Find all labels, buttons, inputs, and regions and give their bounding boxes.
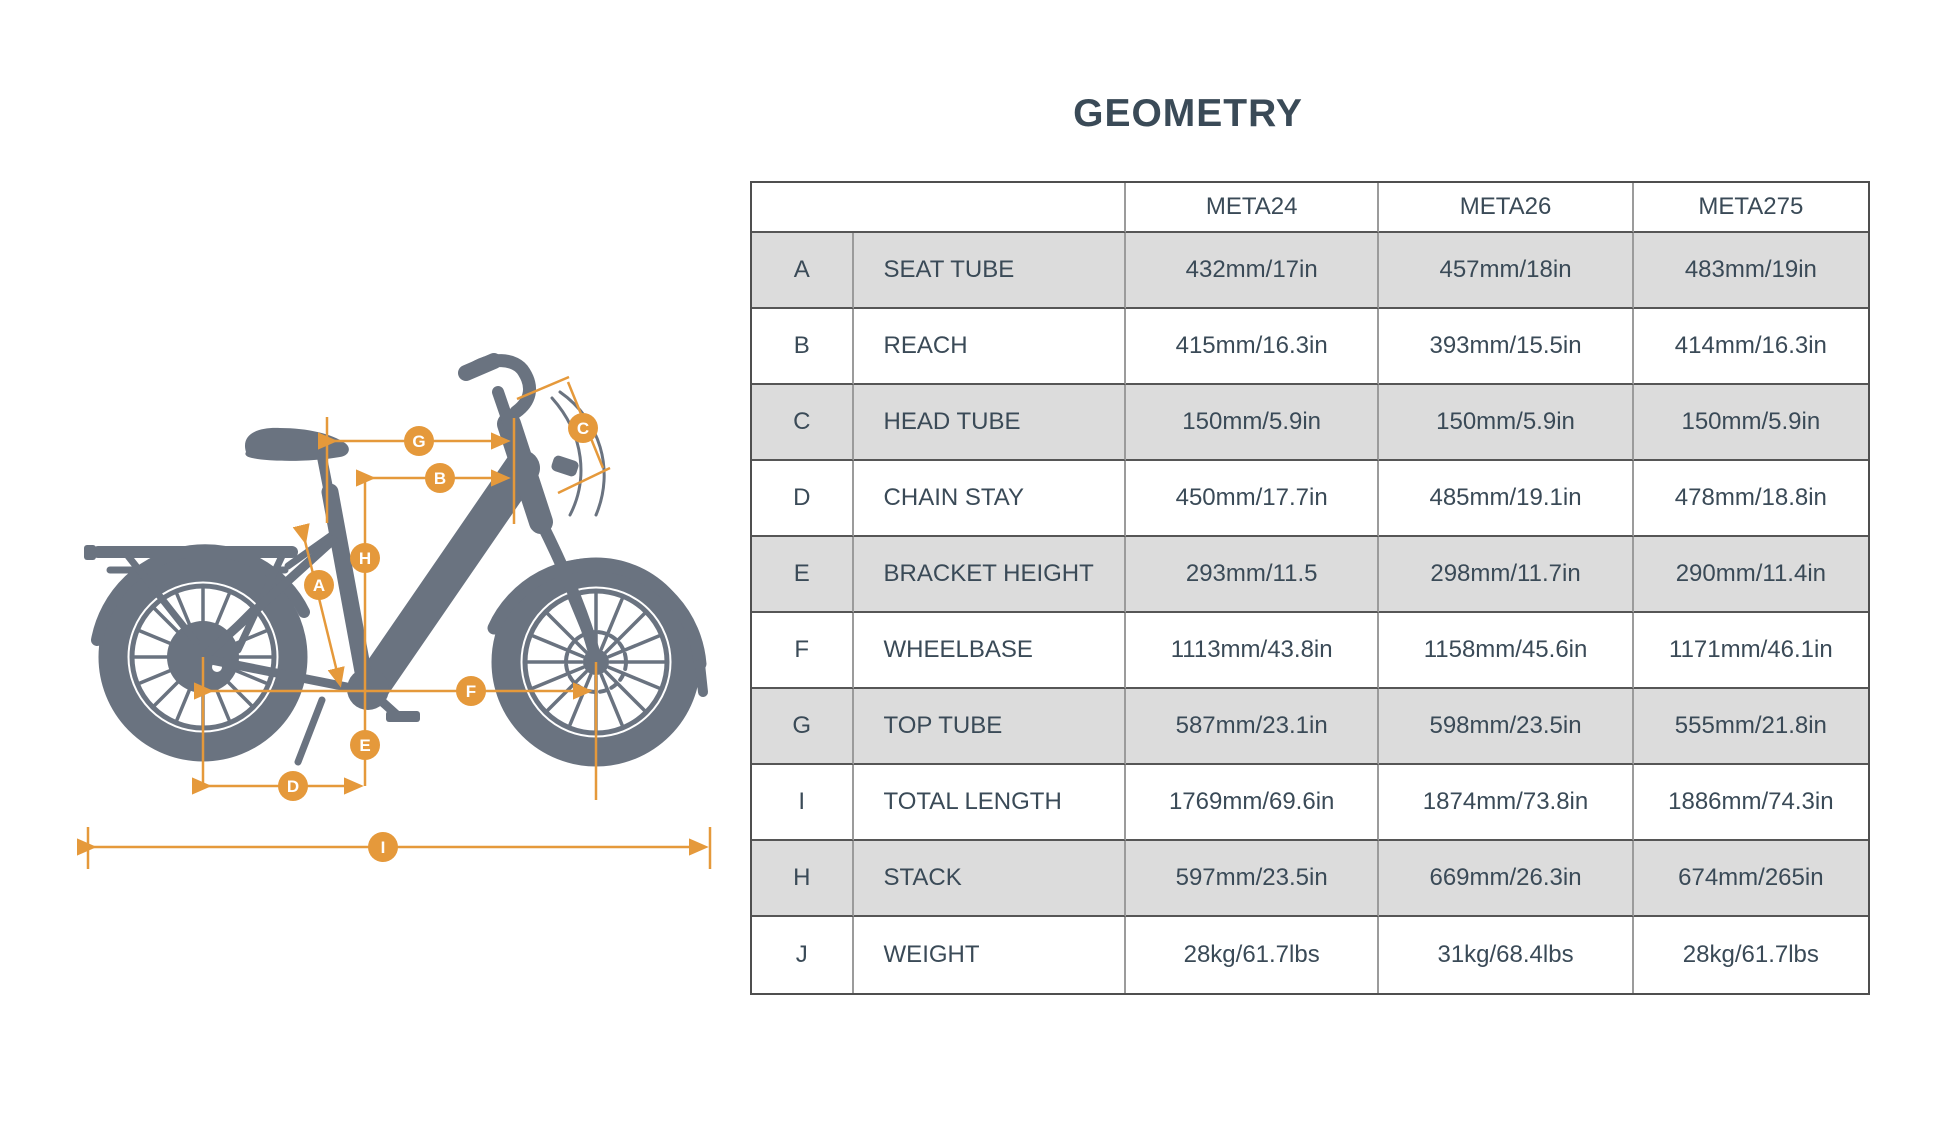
label-D [278, 771, 308, 801]
table-row-reach [752, 309, 1868, 385]
row-label: WEIGHT [854, 917, 1126, 993]
row-label: SEAT TUBE [854, 233, 1126, 309]
header-meta275: META275 [1634, 183, 1868, 233]
row-label: TOTAL LENGTH [854, 765, 1126, 841]
value-meta26: 598mm/23.5in [1379, 689, 1633, 765]
seat-tube [330, 492, 366, 688]
value-meta24: 587mm/23.1in [1126, 689, 1379, 765]
value-meta275: 674mm/265in [1634, 841, 1868, 917]
label-A [304, 570, 334, 600]
pedal [386, 711, 420, 722]
row-label: TOP TUBE [854, 689, 1126, 765]
svg-text:G: G [412, 432, 426, 451]
row-label: STACK [854, 841, 1126, 917]
table-row-wheelbase [752, 613, 1868, 689]
svg-text:H: H [358, 549, 372, 568]
label-B [425, 463, 455, 493]
value-meta26: 485mm/19.1in [1379, 461, 1633, 537]
table-row-top-tube [752, 689, 1868, 765]
value-meta26: 150mm/5.9in [1379, 385, 1633, 461]
value-meta24: 597mm/23.5in [1126, 841, 1379, 917]
kickstand [298, 700, 322, 762]
value-meta26: 1158mm/45.6in [1379, 613, 1633, 689]
value-meta275: 1171mm/46.1in [1634, 613, 1868, 689]
table-row-chain-stay [752, 461, 1868, 537]
bike-silhouette [84, 361, 703, 762]
crankset [347, 668, 420, 722]
row-letter: J [752, 917, 854, 993]
value-meta24: 293mm/11.5 [1126, 537, 1379, 613]
table-row-total-length [752, 765, 1868, 841]
table-row-head-tube [752, 385, 1868, 461]
value-meta24: 415mm/16.3in [1126, 309, 1379, 385]
row-label: CHAIN STAY [854, 461, 1126, 537]
value-meta24: 28kg/61.7lbs [1126, 917, 1379, 993]
value-meta26: 457mm/18in [1379, 233, 1633, 309]
value-meta24: 1769mm/69.6in [1126, 765, 1379, 841]
table-row-stack [752, 841, 1868, 917]
bike-geometry-diagram [0, 0, 780, 1133]
value-meta275: 1886mm/74.3in [1634, 765, 1868, 841]
value-meta275: 478mm/18.8in [1634, 461, 1868, 537]
value-meta26: 669mm/26.3in [1379, 841, 1633, 917]
table-row-bracket-height [752, 537, 1868, 613]
row-letter: I [752, 765, 854, 841]
svg-text:E: E [359, 736, 371, 755]
header-meta24: META24 [1126, 183, 1379, 233]
grip [466, 361, 494, 373]
page-title: GEOMETRY [1073, 92, 1303, 135]
value-meta24: 432mm/17in [1126, 233, 1379, 309]
value-meta275: 555mm/21.8in [1634, 689, 1868, 765]
row-letter: A [752, 233, 854, 309]
value-meta24: 150mm/5.9in [1126, 385, 1379, 461]
row-label: REACH [854, 309, 1126, 385]
geometry-table-frame [750, 181, 1870, 995]
svg-text:F: F [465, 682, 477, 701]
value-meta26: 393mm/15.5in [1379, 309, 1633, 385]
value-meta24: 1113mm/43.8in [1126, 613, 1379, 689]
value-meta275: 483mm/19in [1634, 233, 1868, 309]
geometry-table [752, 183, 1868, 993]
row-letter: D [752, 461, 854, 537]
table-row-seat-tube [752, 233, 1868, 309]
row-label: WHEELBASE [854, 613, 1126, 689]
value-meta26: 1874mm/73.8in [1379, 765, 1633, 841]
saddle [245, 428, 349, 461]
svg-text:D: D [286, 777, 300, 796]
row-letter: H [752, 841, 854, 917]
svg-text:A: A [312, 576, 326, 595]
label-I [368, 832, 398, 862]
row-label: BRACKET HEIGHT [854, 537, 1126, 613]
svg-text:C: C [576, 419, 590, 438]
value-meta275: 414mm/16.3in [1634, 309, 1868, 385]
row-letter: B [752, 309, 854, 385]
header-meta26: META26 [1379, 183, 1633, 233]
svg-text:I: I [380, 838, 386, 857]
value-meta275: 290mm/11.4in [1634, 537, 1868, 613]
header-empty-cell [752, 183, 1126, 233]
value-meta275: 28kg/61.7lbs [1682, 941, 1819, 968]
header-row [752, 183, 1868, 233]
value-meta24: 450mm/17.7in [1126, 461, 1379, 537]
value-meta275: 150mm/5.9in [1634, 385, 1868, 461]
label-F [456, 676, 486, 706]
value-meta26: 31kg/68.4lbs [1379, 917, 1633, 993]
label-G [404, 426, 434, 456]
label-H [350, 543, 380, 573]
label-C [568, 413, 598, 443]
row-letter: C [752, 385, 854, 461]
value-meta26: 298mm/11.7in [1379, 537, 1633, 613]
row-letter: E [752, 537, 854, 613]
tail-light [84, 545, 96, 560]
row-label: HEAD TUBE [854, 385, 1126, 461]
front-light [550, 454, 580, 477]
label-E [350, 730, 380, 760]
row-letter: G [752, 689, 854, 765]
row-letter: F [752, 613, 854, 689]
svg-text:B: B [433, 469, 447, 488]
table-row-weight [752, 917, 1868, 993]
